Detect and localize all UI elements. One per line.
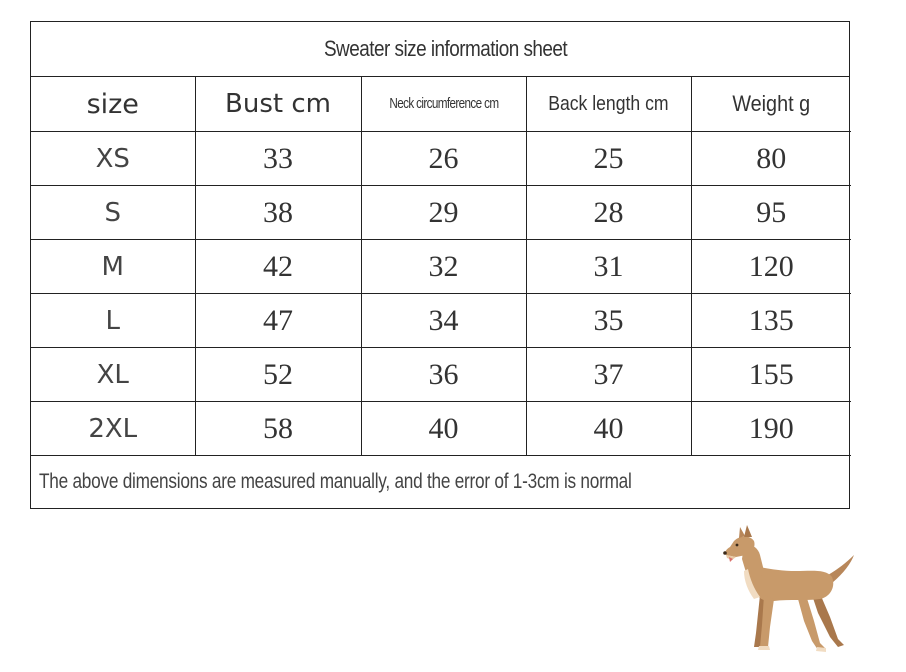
weight-cell: 135 <box>691 294 851 348</box>
neck-cell: 26 <box>361 132 526 186</box>
table-row <box>31 294 851 348</box>
header-row <box>31 77 851 132</box>
size-cell: 2XL <box>31 402 195 456</box>
bust-cell: 33 <box>195 132 361 186</box>
bust-cell: 38 <box>195 186 361 240</box>
size-table <box>31 77 851 456</box>
neck-cell: 32 <box>361 240 526 294</box>
size-cell: M <box>31 240 195 294</box>
table-row <box>31 348 851 402</box>
size-cell: S <box>31 186 195 240</box>
weight-cell: 155 <box>691 348 851 402</box>
neck-cell: 29 <box>361 186 526 240</box>
header-neck: Neck circumference cm <box>361 77 526 132</box>
header-size: size <box>31 77 195 132</box>
neck-cell: 40 <box>361 402 526 456</box>
measurement-note: The above dimensions are measured manually, and the error of 1-3cm is normal <box>39 470 632 493</box>
note-row <box>31 456 849 508</box>
sheet-title: Sweater size information sheet <box>323 36 567 61</box>
table-row <box>31 240 851 294</box>
bust-cell: 47 <box>195 294 361 348</box>
back-cell: 28 <box>526 186 691 240</box>
neck-cell: 36 <box>361 348 526 402</box>
header-weight: Weight g <box>691 77 851 132</box>
size-cell: XL <box>31 348 195 402</box>
size-sheet <box>30 21 850 509</box>
back-cell: 25 <box>526 132 691 186</box>
neck-cell: 34 <box>361 294 526 348</box>
back-cell: 35 <box>526 294 691 348</box>
size-cell: L <box>31 294 195 348</box>
bust-cell: 42 <box>195 240 361 294</box>
table-row <box>31 186 851 240</box>
back-cell: 40 <box>526 402 691 456</box>
weight-cell: 80 <box>691 132 851 186</box>
sheet-title-row <box>31 22 849 77</box>
table-row <box>31 402 851 456</box>
back-cell: 37 <box>526 348 691 402</box>
weight-cell: 95 <box>691 186 851 240</box>
table-row <box>31 132 851 186</box>
bust-cell: 52 <box>195 348 361 402</box>
dog-icon <box>720 525 860 655</box>
weight-cell: 190 <box>691 402 851 456</box>
weight-cell: 120 <box>691 240 851 294</box>
header-bust: Bust cm <box>195 77 361 132</box>
back-cell: 31 <box>526 240 691 294</box>
size-cell: XS <box>31 132 195 186</box>
header-back: Back length cm <box>526 77 691 132</box>
bust-cell: 58 <box>195 402 361 456</box>
